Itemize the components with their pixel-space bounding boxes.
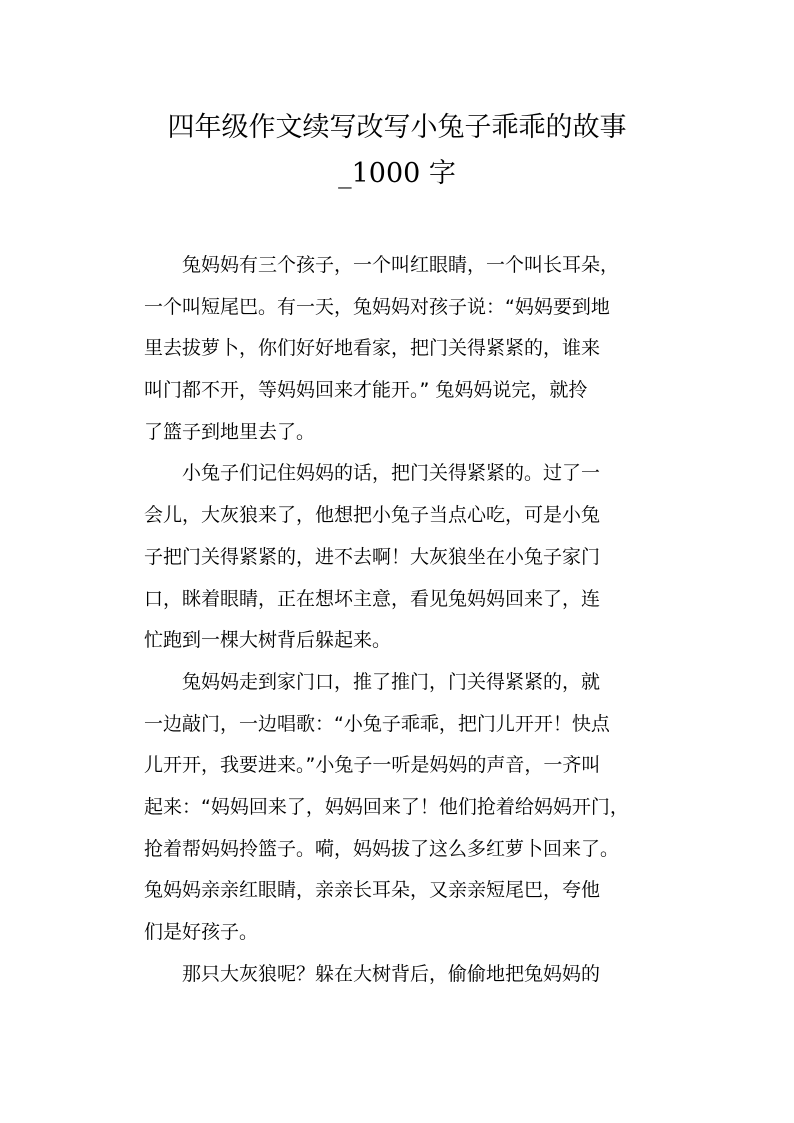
text-line: 抢着帮妈妈拎篮子。嗬，妈妈拔了这么多红萝卜回来了。: [144, 837, 620, 860]
text-line: 一边敲门，一边唱歌：“小兔子乖乖，把门儿开开！快点: [144, 712, 610, 735]
text-line: 兔妈妈亲亲红眼睛，亲亲长耳朵，又亲亲短尾巴，夸他: [144, 879, 601, 902]
paragraph: [144, 662, 672, 954]
text-line: 会儿，大灰狼来了，他想把小兔子当点心吃，可是小兔: [144, 504, 601, 527]
text-line: 小兔子们记住妈妈的话，把门关得紧紧的。过了一: [144, 462, 601, 485]
text-line: 兔妈妈走到家门口，推了推门，门关得紧紧的，就: [144, 670, 601, 693]
title-line-2: _1000 字: [338, 158, 456, 189]
text-line: 子把门关得紧紧的，进不去啊！大灰狼坐在小兔子家门: [144, 545, 601, 568]
text-line: 里去拔萝卜，你们好好地看家，把门关得紧紧的，谁来: [144, 337, 601, 360]
title-line-1: 四年级作文续写改写小兔子乖乖的故事: [167, 112, 627, 143]
text-line: 口，眯着眼睛，正在想坏主意，看见兔妈妈回来了，连: [144, 587, 601, 610]
text-line: 那只大灰狼呢？躲在大树背后，偷偷地把兔妈妈的: [144, 962, 601, 985]
text-line: 忙跑到一棵大树背后躲起来。: [144, 629, 392, 652]
paragraph: [144, 453, 672, 661]
text-line: 叫门都不开，等妈妈回来才能开。” 兔妈妈说完，就拎: [144, 379, 588, 402]
paragraph: [144, 954, 672, 996]
text-line: 起来：“妈妈回来了，妈妈回来了！他们抢着给妈妈开门，: [144, 795, 629, 818]
text-line: 了篮子到地里去了。: [144, 420, 316, 443]
text-line: 们是好孩子。: [144, 921, 259, 943]
paragraph: [144, 245, 672, 453]
document-body: [144, 245, 672, 995]
text-line: 兔妈妈有三个孩子，一个叫红眼睛，一个叫长耳朵，: [144, 254, 620, 276]
text-line: 一个叫短尾巴。有一天，兔妈妈对孩子说：“妈妈要到地: [144, 295, 610, 318]
document-title: [0, 105, 794, 197]
text-line: 儿开开，我要进来。”小兔子一听是妈妈的声音，一齐叫: [144, 754, 601, 777]
